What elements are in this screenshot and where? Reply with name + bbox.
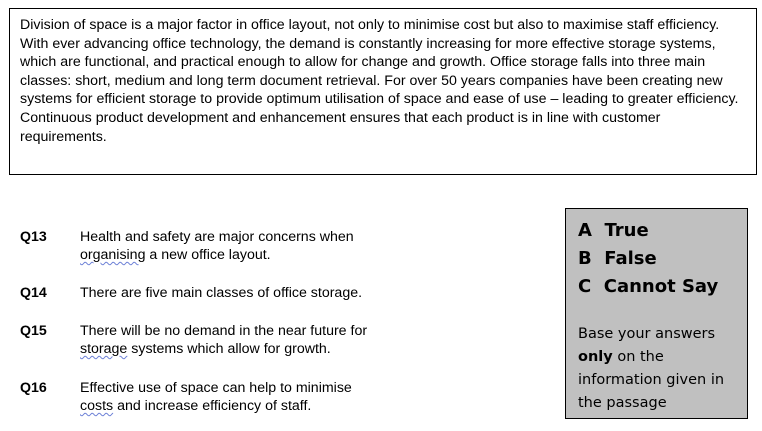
spellcheck-flagged-word: costs <box>80 398 114 414</box>
question-text: Effective use of space can help to minimise costs and increase efficiency of staff. <box>80 380 352 414</box>
question-q13 <box>20 228 540 268</box>
option-c: C Cannot Say <box>578 276 719 297</box>
passage-text: Division of space is a major factor in office layout, not only to minimise cost but also to maximise staff efficiency. With ever advancing office technology, the demand is constantly increasing for more effective storage systems, which are functional, and practical enough to allow for change and growth. Office storage falls into three main classes: short, medium and long term document retrieval. For over 50 years companies have been creating new systems for efficient storage to provide optimum utilisation of space and ease of use – leading to greater efficiency. Continuous product development and enhancement ensures that each product is in line with customer requirements. <box>20 17 739 145</box>
emphasis-only: only <box>578 349 613 365</box>
passage-box <box>9 8 757 175</box>
spellcheck-flagged-word: organising <box>80 247 146 263</box>
question-number: Q13 <box>20 229 47 245</box>
option-b: B False <box>578 248 657 269</box>
spellcheck-flagged-word: storage <box>80 341 128 357</box>
question-q15 <box>20 322 540 362</box>
option-a: A True <box>578 220 649 241</box>
question-text: There are five main classes of office storage. <box>80 285 363 301</box>
question-number: Q15 <box>20 323 47 339</box>
question-q16 <box>20 379 540 419</box>
question-q14 <box>20 284 540 304</box>
question-text: Health and safety are major concerns when organising a new office layout. <box>80 229 354 263</box>
question-number: Q16 <box>20 380 47 396</box>
question-text: There will be no demand in the near future for storage systems which allow for growth. <box>80 323 368 357</box>
answer-instruction: Base your answers only on the information given in the passage <box>578 326 725 411</box>
answer-key-box <box>565 208 748 419</box>
question-number: Q14 <box>20 285 47 301</box>
answer-options <box>578 217 718 301</box>
